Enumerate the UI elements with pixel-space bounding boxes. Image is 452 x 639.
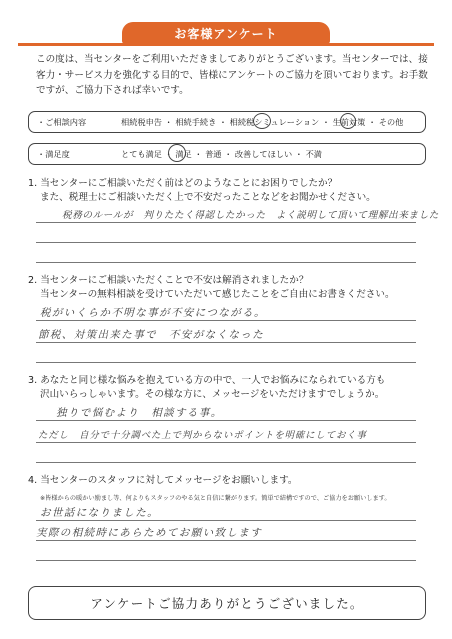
satisfaction-options: とても満足 ・ 満足 ・ 普通 ・ 改善してほしい ・ 不満 bbox=[121, 148, 322, 159]
title-banner bbox=[122, 22, 330, 44]
question-4-line1: 4. 当センターのスタッフに対してメッセージをお願いします。 bbox=[28, 475, 298, 486]
question-3-line2: 沢山いらっしゃいます。その様な方に、メッセージをいただけますでしょうか。 bbox=[40, 389, 385, 400]
title-underline bbox=[18, 43, 434, 46]
satisfaction-label: ・満足度 bbox=[37, 148, 70, 159]
question-4 bbox=[28, 474, 426, 488]
answer-line bbox=[36, 320, 416, 321]
consult-type-options: 相続税申告 ・ 相続手続き ・ 相続税シミュレーション ・ 生前対策 ・ その他 bbox=[121, 116, 404, 127]
question-3 bbox=[28, 374, 426, 402]
answer-line bbox=[36, 342, 416, 343]
answer-line bbox=[36, 442, 416, 443]
question-2-line1: 2. 当センターにご相談いただくことで不安は解消されましたか？ bbox=[28, 275, 309, 286]
answer-2-handwriting-2: 節税、対策出来た事で 不安がなくなった bbox=[38, 329, 265, 341]
question-1-line1: 1. 当センターにご相談いただく前はどのようなことにお困りでしたか？ bbox=[28, 178, 338, 189]
question-1-line2: また、税理士にご相談いただく上で不安だったことなどをお聞かせください。 bbox=[40, 192, 376, 203]
answer-3-handwriting-1: 独りで悩むより 相談する事。 bbox=[56, 407, 223, 419]
answer-line bbox=[36, 462, 416, 463]
thanks-message: アンケートご協力ありがとうございました。 bbox=[90, 596, 364, 611]
selected-option-circle bbox=[340, 113, 356, 129]
answer-3-handwriting-2: ただし 自分で十分調べた上で判からないポイントを明確にしておく事 bbox=[38, 430, 367, 441]
answer-line bbox=[36, 222, 416, 223]
consult-type-box bbox=[28, 111, 426, 133]
answer-line bbox=[36, 520, 416, 521]
answer-4-handwriting-1: お世話になりました。 bbox=[40, 507, 159, 519]
question-2 bbox=[28, 274, 426, 302]
staff-message-note: ※皆様からの暖かい励まし等、何よりもスタッフのやる気と自信に繋がります。簡単で結構ですので、ご協力をお願いします。 bbox=[40, 495, 391, 502]
answer-line bbox=[36, 262, 416, 263]
selected-option-circle bbox=[168, 144, 186, 162]
answer-1-handwriting: 税務のルールが 判りたたく得認したかった よく説明して頂いて理解出来ました bbox=[62, 210, 439, 221]
answer-line bbox=[36, 242, 416, 243]
satisfaction-box bbox=[28, 143, 426, 165]
consult-type-label: ・ご相談内容 bbox=[37, 116, 87, 127]
thanks-box bbox=[28, 586, 426, 620]
page-title: お客様アンケート bbox=[174, 26, 278, 41]
answer-4-handwriting-2: 実際の相続時にあらためてお願い致します bbox=[36, 527, 263, 539]
answer-line bbox=[36, 362, 416, 363]
question-1 bbox=[28, 177, 426, 205]
question-2-line2: 当センターの無料相談を受けていただいて感じたことをご自由にお書きください。 bbox=[40, 289, 395, 300]
answer-line bbox=[36, 540, 416, 541]
answer-line bbox=[36, 420, 416, 421]
question-3-line1: 3. あなたと同じ様な悩みを抱えている方の中で、一人でお悩みになられている方も bbox=[28, 375, 386, 386]
answer-2-handwriting-1: 税がいくらか不明な事が不安につながる。 bbox=[40, 307, 266, 319]
intro-text: この度は、当センターをご利用いただきましてありがとうございます。当センターでは、接客力・サービス力を強化する目的で、皆様にアンケートのご協力を頂いております。お手数ですが、ご協力下されば幸いです。 bbox=[36, 54, 428, 96]
selected-option-circle bbox=[253, 113, 271, 129]
answer-line bbox=[36, 560, 416, 561]
